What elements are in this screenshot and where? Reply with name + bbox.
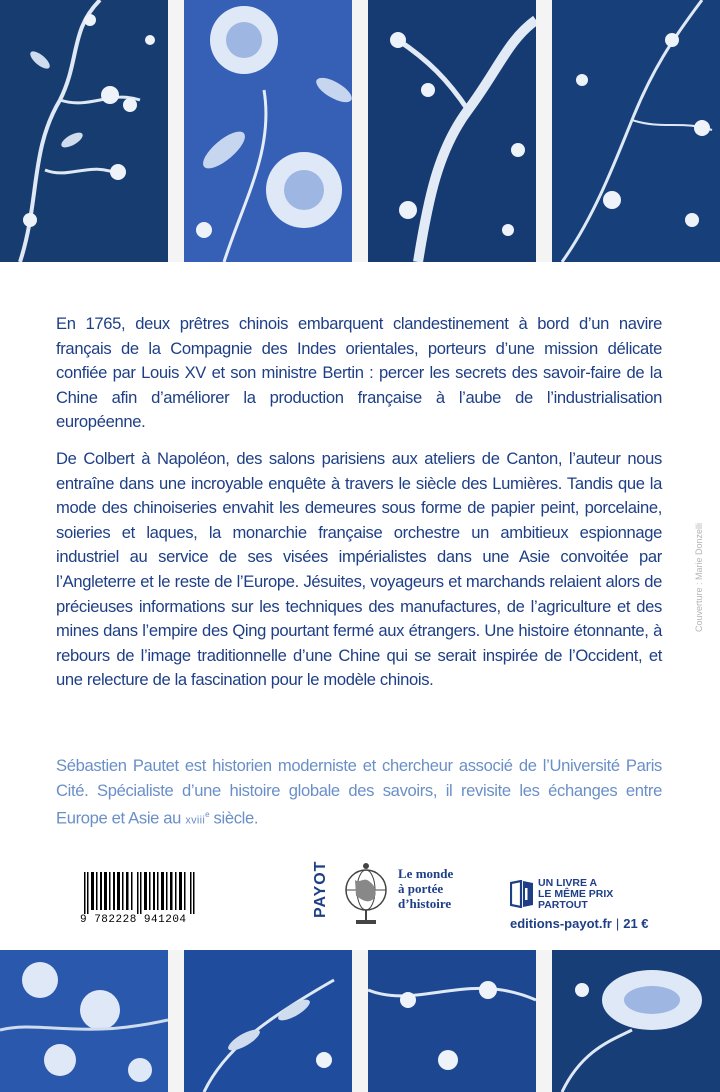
lotus-illustration-icon bbox=[552, 950, 720, 1092]
floral-panel-5 bbox=[0, 950, 168, 1092]
floral-panel-3 bbox=[368, 0, 536, 262]
peony-illustration-icon bbox=[184, 0, 352, 262]
floral-panel-2 bbox=[184, 0, 352, 262]
website-link[interactable]: editions-payot.fr bbox=[510, 916, 612, 931]
floral-panel-7 bbox=[368, 950, 536, 1092]
price: 21 € bbox=[623, 916, 649, 931]
tagline-line-3: d’histoire bbox=[398, 896, 452, 911]
book-icon bbox=[510, 880, 534, 908]
globe-icon bbox=[340, 860, 392, 926]
fixed-price-line-3: PARTOUT bbox=[538, 899, 588, 911]
floral-panel-8 bbox=[552, 950, 720, 1092]
summary-text-1: En 1765, deux prêtres chinois embarquent clandestinement à bord d’un navire français de la Compagnie des Indes orientales, porteurs d’une mission délicate confiée par Louis XV et son ministre Bertin : percer les secrets des savoir-faire de la Chine afin d’améliorer la production française à l’aube de l’industrialisation européenne. bbox=[56, 314, 662, 432]
fixed-price-line-1: UN LIVRE A bbox=[538, 877, 598, 889]
tagline-line-2: à portée bbox=[398, 881, 444, 896]
website-price-line bbox=[510, 916, 649, 931]
fixed-price-text bbox=[538, 878, 613, 911]
isbn-number: 9 782228 941204 bbox=[80, 914, 187, 926]
branch-illustration-icon bbox=[0, 0, 168, 262]
cover-credit: Couverture : Marie Donzelli bbox=[694, 522, 704, 632]
century-roman: xviii bbox=[185, 814, 206, 827]
bottom-decor-band bbox=[0, 950, 720, 1092]
century-superscript: e bbox=[205, 810, 210, 820]
separator: | bbox=[615, 916, 620, 931]
blossom-illustration-icon bbox=[552, 0, 720, 262]
author-bio-text: Sébastien Pautet est historien moderniste et chercheur associé de l’Université Paris Cité. Spécialiste d’une histoire globale des savoirs, il revisite les échanges entre Europe et Asie au bbox=[56, 756, 662, 828]
author-bio bbox=[56, 754, 662, 833]
floral-panel-4 bbox=[552, 0, 720, 262]
publisher-name: PAYOT bbox=[312, 860, 329, 918]
summary-text-2: De Colbert à Napoléon, des salons parisiens aux ateliers de Canton, l’auteur nous entraîne dans une incroyable enquête à travers le siècle des Lumières. Tandis que la mode des chinoiseries envahit les demeures sous forme de papier peint, porcelaine, soieries et laques, la monarchie française orchestre un ambitieux espionnage industriel au service de ses visées impérialistes dans une Asie convoitée par l’Angleterre et le reste de l’Europe. Jésuites, voyageurs et marchands relaient alors de précieuses informations sur les techniques des manufactures, de l’agriculture et des mines dans l’empire des Qing pourtant fermé aux étrangers. Une histoire étonnante, à rebours de l’image traditionnelle d’une Chine qui se serait inspirée de l’Occident, et une relecture de la fascination pour le modèle chinois. bbox=[56, 449, 662, 690]
barcode-icon bbox=[82, 872, 198, 914]
floral-panel-1 bbox=[0, 0, 168, 262]
tree-illustration-icon bbox=[368, 0, 536, 262]
leaves-illustration-icon bbox=[184, 950, 352, 1092]
fixed-price-line-2: LE MÊME PRIX bbox=[538, 888, 614, 900]
summary-paragraph-2 bbox=[56, 447, 662, 693]
summary-paragraph-1 bbox=[56, 312, 662, 435]
publisher-tagline bbox=[398, 866, 478, 911]
publisher-logo bbox=[312, 858, 462, 928]
barcode bbox=[78, 866, 202, 930]
top-decor-band bbox=[0, 0, 720, 262]
roses-illustration-icon bbox=[0, 950, 168, 1092]
vine-illustration-icon bbox=[368, 950, 536, 1092]
floral-panel-6 bbox=[184, 950, 352, 1092]
century-tail: siècle. bbox=[209, 808, 259, 828]
tagline-line-1: Le monde bbox=[398, 866, 454, 881]
